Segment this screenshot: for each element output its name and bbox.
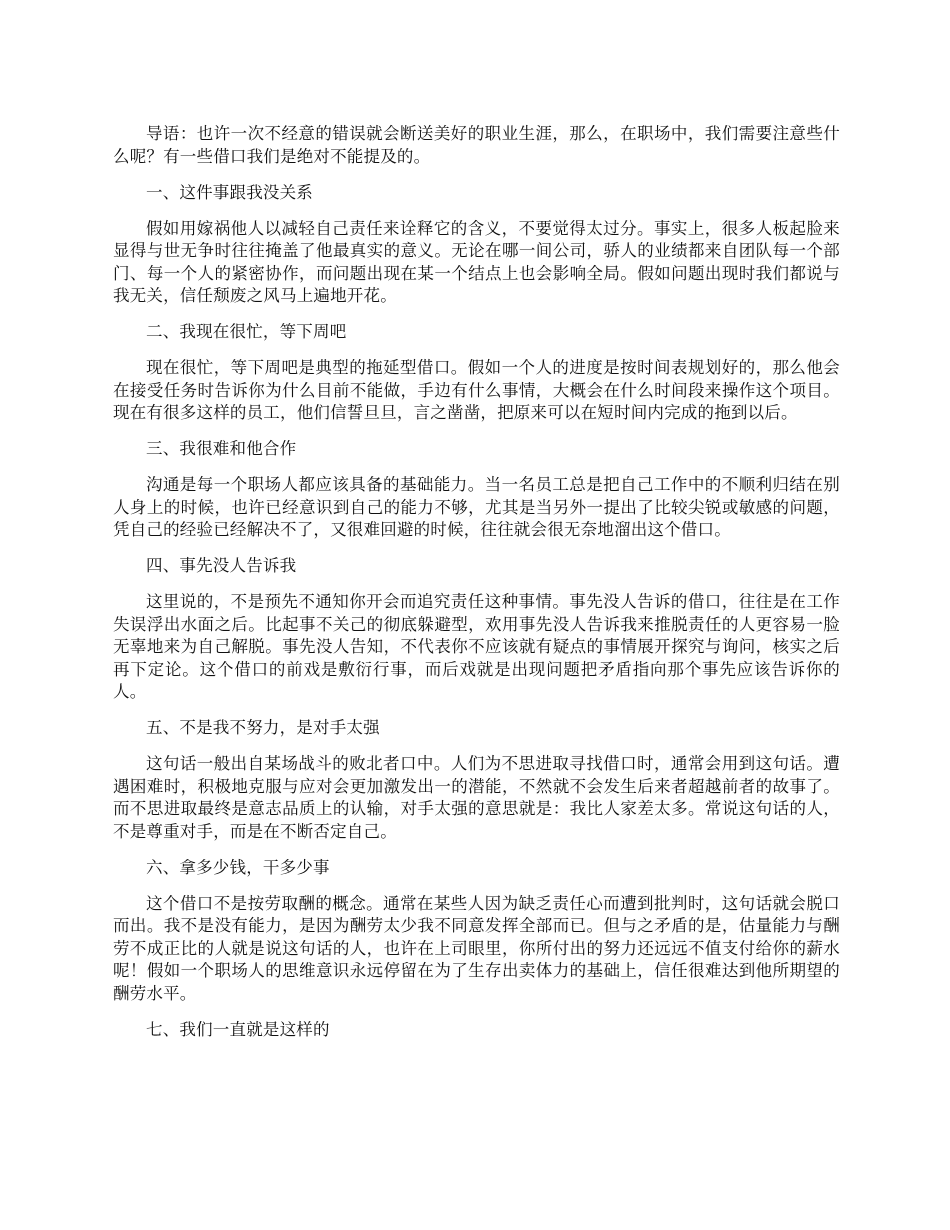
section-paragraph-4: 这里说的，不是预先不通知你开会而追究责任这种事情。事先没人告诉的借口，往往是在工作失误浮出水面之后。比起事不关己的彻底躲避型，欢用事先没人告诉我来推脱责任的人更容易一脸无辜地来为自己解脱。事先没人告知，不代表你不应该就有疑点的事情展开探究与询问，核实之后再下定论。这个借口的前戏是敷衍行事，而后戏就是出现问题把矛盾指向那个事先应该告诉你的人。 bbox=[113, 592, 840, 701]
section-paragraph-6: 这个借口不是按劳取酬的概念。通常在某些人因为缺乏责任心而遭到批判时，这句话就会脱口而出。我不是没有能力，是因为酬劳太少我不同意发挥全部而已。但与之矛盾的是，估量能力与酬劳不成正比的人就是说这句话的人，也许在上司眼里，你所付出的努力还远远不值支付给你的薪水呢！假如一个职场人的思维意识永远停留在为了生存出卖体力的基础上，信任很难达到他所期望的酬劳水平。 bbox=[113, 893, 840, 1003]
intro-paragraph: 导语：也许一次不经意的错误就会断送美好的职业生涯，那么，在职场中，我们需要注意些什么呢？有一些借口我们是绝对不能提及的。 bbox=[113, 124, 840, 166]
article-body bbox=[113, 123, 840, 1055]
section-heading-6: 六、拿多少钱，干多少事 bbox=[146, 857, 330, 877]
section-heading-2: 二、我现在很忙，等下周吧 bbox=[146, 322, 347, 341]
section-paragraph-2: 现在很忙，等下周吧是典型的拖延型借口。假如一个人的进度是按时间表规划好的，那么他会在接受任务时告诉你为什么目前不能做，手边有什么事情，大概会在什么时间段来操作这个项目。现在有很多这样的员工，他们信誓旦旦，言之凿凿，把原来可以在短时间内完成的拖到以后。 bbox=[113, 358, 840, 422]
section-paragraph-1: 假如用嫁祸他人以减轻自己责任来诠释它的含义，不要觉得太过分。事实上，很多人板起脸来显得与世无争时往往掩盖了他最真实的意义。无论在哪一间公司，骄人的业绩都来自团队每一个部门、每一个人的紧密协作，而问题出现在某一个结点上也会影响全局。假如问题出现时我们都说与我无关，信任颓废之风马上遍地开花。 bbox=[113, 218, 840, 305]
section-heading-3: 三、我很难和他合作 bbox=[146, 439, 297, 458]
section-heading-4: 四、事先没人告诉我 bbox=[146, 556, 297, 575]
section-paragraph-3: 沟通是每一个职场人都应该具备的基础能力。当一名员工总是把自己工作中的不顺利归结在别人身上的时候，也许已经意识到自己的能力不够，尤其是当另外一提出了比较尖锐或敏感的问题，凭自己的经验已经解决不了，又很难回避的时候，往往就会很无奈地溜出这个借口。 bbox=[113, 475, 840, 539]
section-heading-5: 五、不是我不努力，是对手太强 bbox=[146, 718, 380, 737]
section-heading-1: 一、这件事跟我没关系 bbox=[146, 182, 313, 202]
section-paragraph-5: 这句话一般出自某场战斗的败北者口中。人们为不思进取寻找借口时，通常会用到这句话。遭遇困难时，积极地克服与应对会更加激发出一的潜能，不然就不会发生后来者超越前者的故事了。而不思进取最终是意志品质上的认输，对手太强的意思就是：我比人家差太多。常说这句话的人，不是尊重对手，而是在不断否定自己。 bbox=[113, 754, 840, 841]
section-heading-7: 七、我们一直就是这样的 bbox=[146, 1019, 330, 1039]
